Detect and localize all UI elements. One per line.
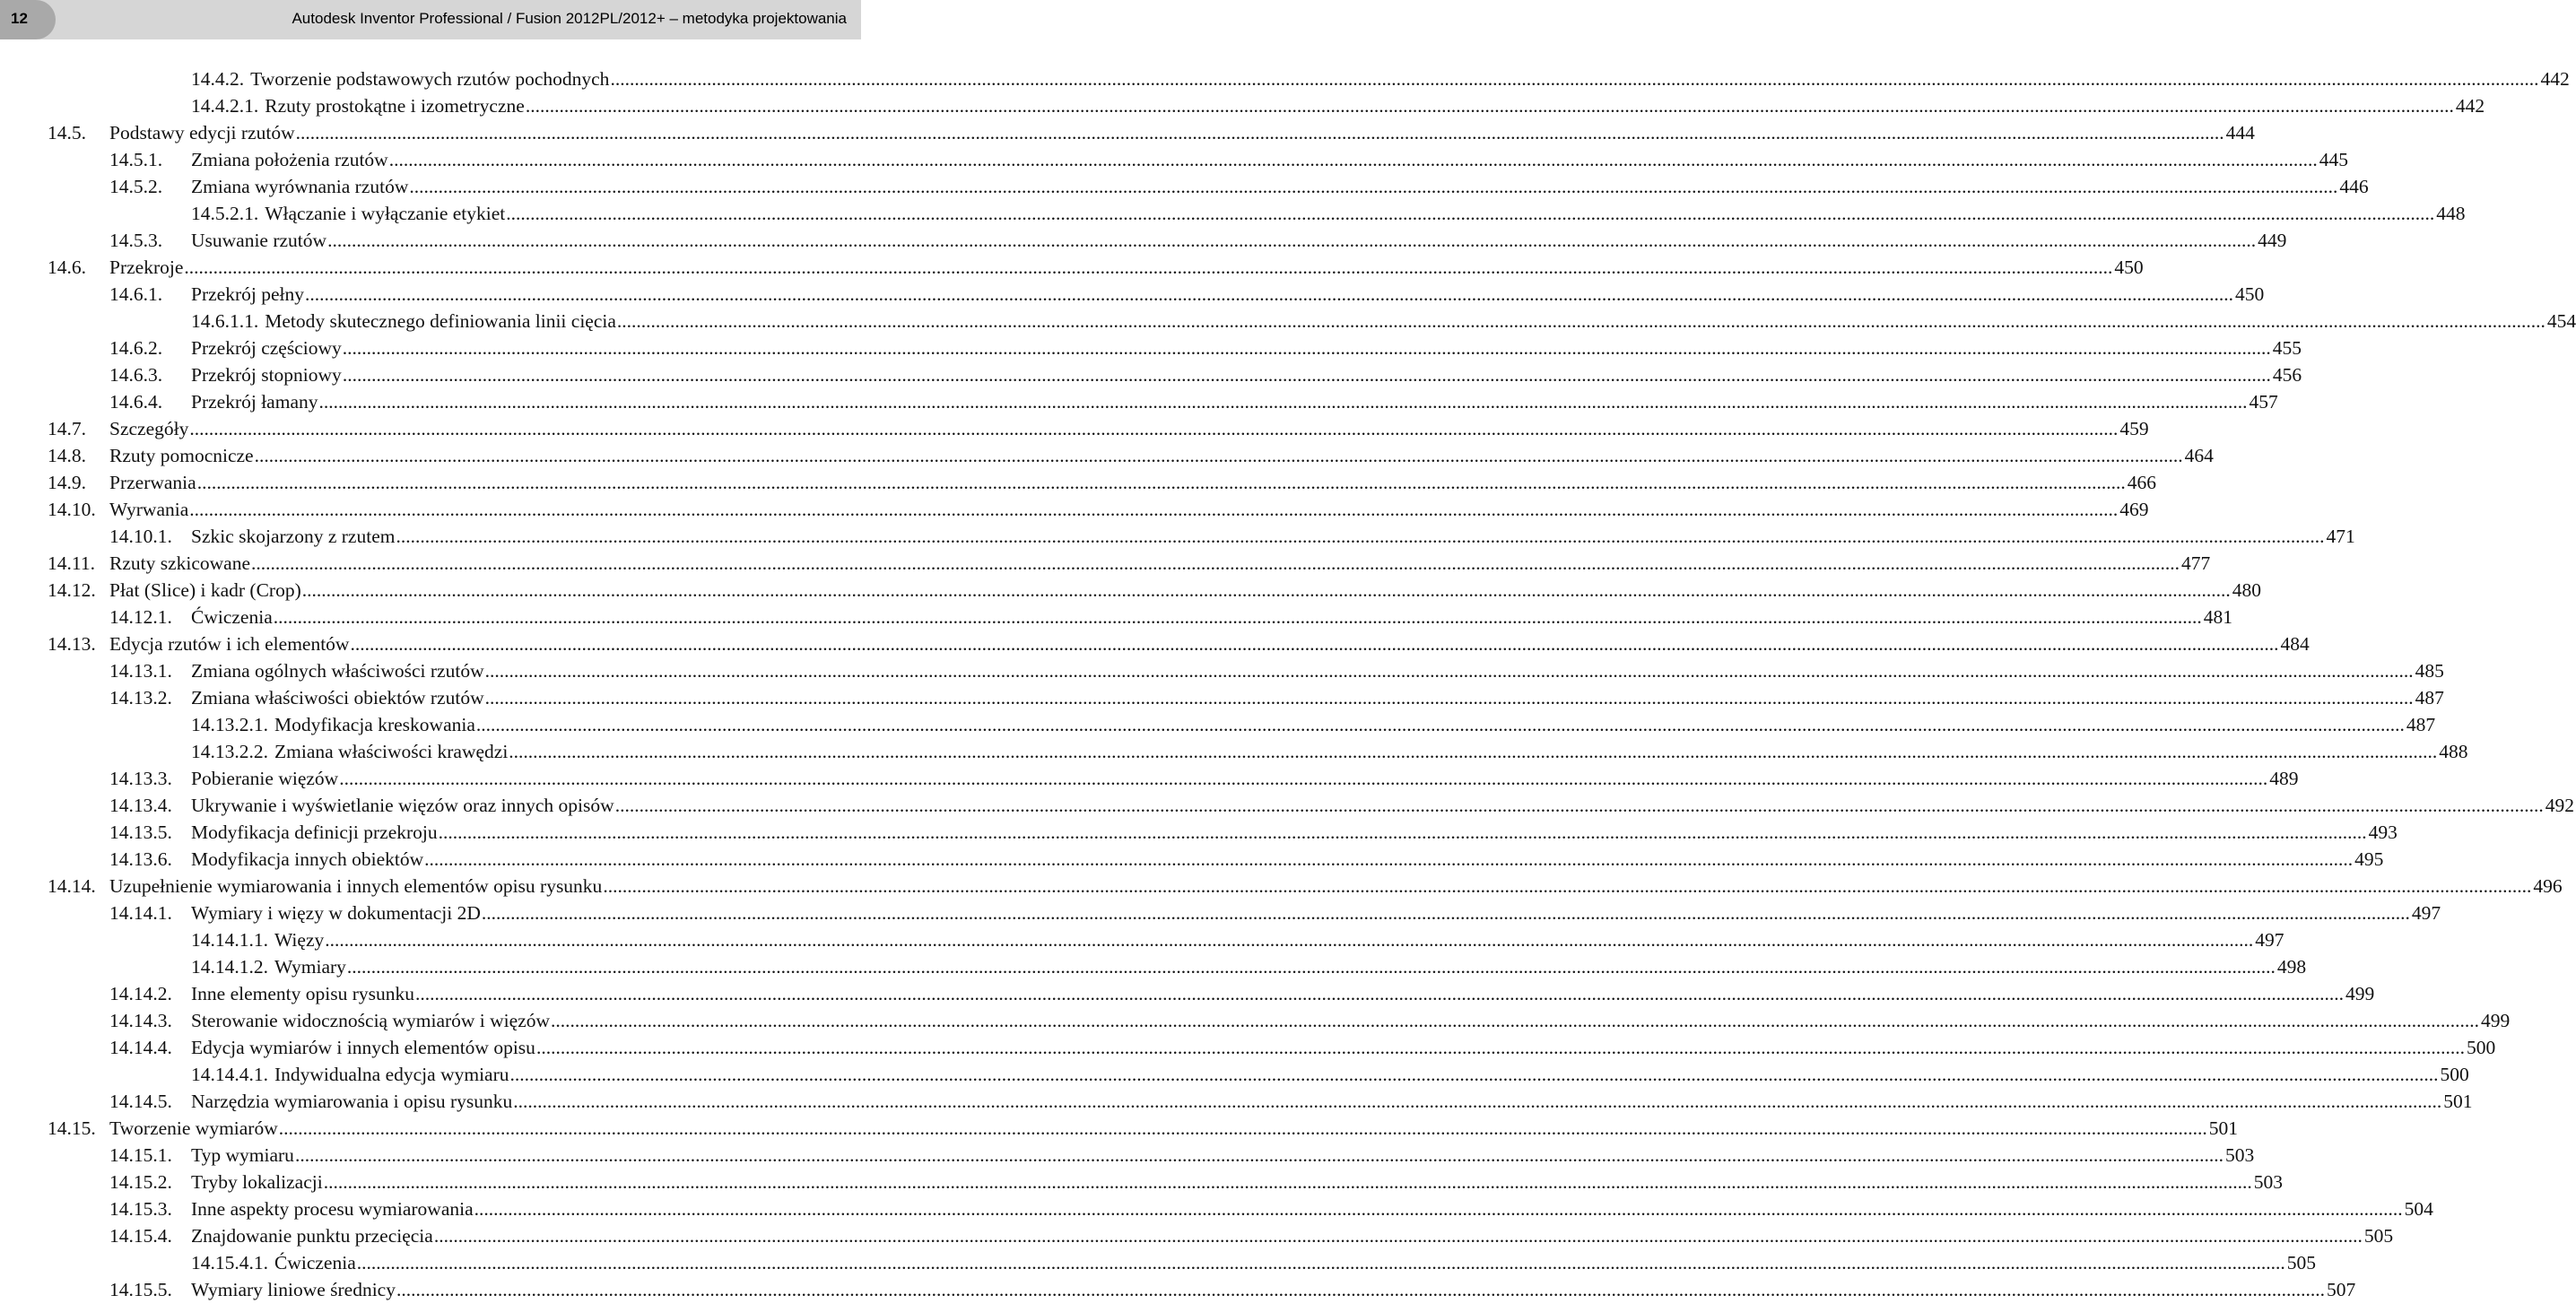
toc-entry-title: Zmiana właściwości krawędzi xyxy=(274,741,509,762)
toc-entry[interactable] xyxy=(48,442,2214,469)
toc-dot-leader: ................................................................................................................................................................................................................................................................................................................................................................................................................ xyxy=(475,714,2405,735)
toc-entry-title: Rzuty prostokątne i izometryczne xyxy=(265,95,525,117)
toc-entry[interactable] xyxy=(109,846,2384,873)
toc-entry-page: 501 xyxy=(2443,1091,2473,1112)
toc-entry-number: 14.5. xyxy=(48,122,86,143)
toc-dot-leader: ................................................................................................................................................................................................................................................................................................................................................................................................................ xyxy=(184,256,2113,278)
toc-entry[interactable] xyxy=(109,361,2302,388)
toc-entry-page: 449 xyxy=(2258,230,2287,251)
toc-entry[interactable] xyxy=(191,953,2307,980)
toc-entry-page: 500 xyxy=(2466,1037,2496,1058)
toc-entry-number: 14.12. xyxy=(48,579,96,601)
toc-entry-number: 14.15.4. xyxy=(109,1225,172,1247)
toc-dot-leader: ................................................................................................................................................................................................................................................................................................................................................................................................................ xyxy=(342,364,2271,386)
toc-entry-title: Wymiary liniowe średnicy xyxy=(191,1279,396,1300)
toc-entry-number: 14.13.6. xyxy=(109,848,172,870)
toc-entry[interactable] xyxy=(109,1195,2433,1222)
toc-dot-leader: ................................................................................................................................................................................................................................................................................................................................................................................................................ xyxy=(481,902,2410,924)
toc-entry-title: Modyfikacja innych obiektów xyxy=(191,848,424,870)
toc-entry-title: Wymiary xyxy=(274,956,346,978)
toc-entry-number: 14.15.1. xyxy=(109,1144,172,1166)
toc-entry-page: 498 xyxy=(2276,956,2307,978)
toc-dot-leader: ................................................................................................................................................................................................................................................................................................................................................................................................................ xyxy=(339,768,2268,789)
toc-entry[interactable] xyxy=(191,65,2570,92)
toc-dot-leader: ................................................................................................................................................................................................................................................................................................................................................................................................................ xyxy=(318,391,2248,413)
page-number: 12 xyxy=(11,10,28,27)
toc-entry-title: Szkic skojarzony z rzutem xyxy=(191,526,396,547)
toc-entry-number: 14.13. xyxy=(48,633,96,655)
toc-entry[interactable] xyxy=(191,1061,2469,1088)
toc-entry-page: 492 xyxy=(2545,795,2574,816)
toc-entry[interactable] xyxy=(191,308,2576,335)
toc-entry-title: Więzy xyxy=(274,929,325,951)
toc-dot-leader: ................................................................................................................................................................................................................................................................................................................................................................................................................ xyxy=(509,741,2438,762)
toc-entry[interactable] xyxy=(109,335,2302,361)
toc-entry-title: Usuwanie rzutów xyxy=(191,230,327,251)
toc-dot-leader: ................................................................................................................................................................................................................................................................................................................................................................................................................ xyxy=(616,310,2546,332)
toc-entry-page: 487 xyxy=(2415,687,2444,709)
toc-dot-leader: ................................................................................................................................................................................................................................................................................................................................................................................................................ xyxy=(196,472,2126,493)
toc-entry-title: Przekrój stopniowy xyxy=(191,364,342,386)
toc-entry[interactable] xyxy=(48,577,2262,604)
toc-dot-leader: ................................................................................................................................................................................................................................................................................................................................................................................................................ xyxy=(278,1117,2207,1139)
toc-entry[interactable] xyxy=(109,523,2355,550)
toc-entry[interactable] xyxy=(109,1222,2394,1249)
toc-entry-page: 489 xyxy=(2269,768,2299,789)
toc-entry-page: 455 xyxy=(2272,337,2302,359)
toc-entry-page: 500 xyxy=(2440,1064,2469,1085)
toc-entry-number: 14.5.3. xyxy=(109,230,163,251)
toc-entry-title: Przekroje xyxy=(109,256,184,278)
toc-entry-title: Pobieranie więzów xyxy=(191,768,339,789)
toc-entry-title: Tryby lokalizacji xyxy=(191,1171,323,1193)
toc-dot-leader: ................................................................................................................................................................................................................................................................................................................................................................................................................ xyxy=(346,956,2276,978)
toc-entry-number: 14.4.2.1. xyxy=(191,95,259,117)
toc-entry-page: 477 xyxy=(2181,552,2211,574)
toc-entry-title: Indywidualna edycja wymiaru xyxy=(274,1064,509,1085)
toc-entry-number: 14.8. xyxy=(48,445,86,466)
toc-dot-leader: ................................................................................................................................................................................................................................................................................................................................................................................................................ xyxy=(509,1064,2439,1085)
toc-entry-number: 14.15.2. xyxy=(109,1171,172,1193)
toc-entry-number: 14.6.1. xyxy=(109,283,163,305)
toc-entry[interactable] xyxy=(191,711,2436,738)
toc-dot-leader: ................................................................................................................................................................................................................................................................................................................................................................................................................ xyxy=(189,499,2119,520)
toc-entry-title: Tworzenie podstawowych rzutów pochodnych xyxy=(250,68,610,90)
toc-entry-title: Przekrój pełny xyxy=(191,283,304,305)
toc-dot-leader: ................................................................................................................................................................................................................................................................................................................................................................................................................ xyxy=(342,337,2271,359)
toc-entry-page: 445 xyxy=(2319,149,2348,170)
toc-entry-title: Zmiana wyrównania rzutów xyxy=(191,176,409,197)
toc-entry-page: 469 xyxy=(2119,499,2149,520)
toc-entry-title: Rzuty szkicowane xyxy=(109,552,251,574)
toc-entry-title: Zmiana położenia rzutów xyxy=(191,149,388,170)
toc-entry-title: Wyrwania xyxy=(109,499,189,520)
toc-entry-page: 505 xyxy=(2363,1225,2394,1247)
toc-entry-number: 14.13.1. xyxy=(109,660,172,682)
toc-entry-number: 14.13.2. xyxy=(109,687,172,709)
toc-dot-leader: ................................................................................................................................................................................................................................................................................................................................................................................................................ xyxy=(433,1225,2363,1247)
toc-entry[interactable] xyxy=(109,1088,2473,1115)
toc-entry-number: 14.14.1.1. xyxy=(191,929,268,951)
toc-entry-page: 487 xyxy=(2406,714,2436,735)
toc-dot-leader: ................................................................................................................................................................................................................................................................................................................................................................................................................ xyxy=(409,176,2338,197)
toc-dot-leader: ................................................................................................................................................................................................................................................................................................................................................................................................................ xyxy=(610,68,2539,90)
toc-entry-page: 484 xyxy=(2280,633,2310,655)
toc-entry-number: 14.7. xyxy=(48,418,86,439)
toc-entry-page: 503 xyxy=(2253,1171,2283,1193)
toc-entry-page: 499 xyxy=(2481,1010,2511,1031)
toc-dot-leader: ................................................................................................................................................................................................................................................................................................................................................................................................................ xyxy=(614,795,2544,816)
toc-entry-title: Modyfikacja definicji przekroju xyxy=(191,822,438,843)
toc-entry-page: 456 xyxy=(2272,364,2302,386)
toc-dot-leader: ................................................................................................................................................................................................................................................................................................................................................................................................................ xyxy=(323,1171,2252,1193)
toc-dot-leader: ................................................................................................................................................................................................................................................................................................................................................................................................................ xyxy=(294,1144,2224,1166)
toc-entry[interactable] xyxy=(109,765,2299,792)
toc-entry[interactable] xyxy=(109,819,2398,846)
toc-entry-title: Rzuty pomocnicze xyxy=(109,445,254,466)
toc-entry-page: 496 xyxy=(2533,875,2563,897)
toc-entry-page: 488 xyxy=(2439,741,2468,762)
toc-entry-number: 14.15.4.1. xyxy=(191,1252,268,1274)
page-header xyxy=(0,0,861,39)
toc-entry-title: Wymiary i więzy w dokumentacji 2D xyxy=(191,902,481,924)
toc-entry-page: 481 xyxy=(2203,606,2232,628)
toc-entry[interactable] xyxy=(109,1034,2496,1061)
toc-entry-page: 459 xyxy=(2119,418,2149,439)
toc-entry-title: Szczegóły xyxy=(109,418,189,439)
toc-entry[interactable] xyxy=(191,1249,2316,1276)
toc-entry-title: Edycja rzutów i ich elementów xyxy=(109,633,350,655)
toc-entry-page: 499 xyxy=(2345,983,2375,1004)
toc-dot-leader: ................................................................................................................................................................................................................................................................................................................................................................................................................ xyxy=(301,579,2231,601)
toc-entry-number: 14.13.3. xyxy=(109,768,172,789)
toc-dot-leader: ................................................................................................................................................................................................................................................................................................................................................................................................................ xyxy=(415,983,2344,1004)
toc-dot-leader: ................................................................................................................................................................................................................................................................................................................................................................................................................ xyxy=(474,1198,2403,1220)
toc-dot-leader: ................................................................................................................................................................................................................................................................................................................................................................................................................ xyxy=(327,230,2257,251)
toc-entry-title: Przekrój częściowy xyxy=(191,337,342,359)
toc-entry-number: 14.5.2.1. xyxy=(191,203,259,224)
toc-entry-title: Sterowanie widocznością wymiarów i więzów xyxy=(191,1010,551,1031)
toc-entry-number: 14.14.4.1. xyxy=(191,1064,268,1085)
toc-entry-number: 14.14.1.2. xyxy=(191,956,268,978)
toc-entry-number: 14.13.2.1. xyxy=(191,714,268,735)
toc-dot-leader: ................................................................................................................................................................................................................................................................................................................................................................................................................ xyxy=(396,1279,2325,1300)
toc-entry[interactable] xyxy=(109,657,2444,684)
toc-entry-page: 480 xyxy=(2232,579,2262,601)
toc-dot-leader: ................................................................................................................................................................................................................................................................................................................................................................................................................ xyxy=(603,875,2532,897)
toc-entry[interactable] xyxy=(48,630,2310,657)
toc-entry-title: Inne elementy opisu rysunku xyxy=(191,983,414,1004)
toc-entry[interactable] xyxy=(109,684,2444,711)
toc-entry-page: 497 xyxy=(2255,929,2284,951)
toc-entry[interactable] xyxy=(48,469,2156,496)
toc-entry-page: 446 xyxy=(2339,176,2369,197)
toc-entry-title: Narzędzia wymiarowania i opisu rysunku xyxy=(191,1091,513,1112)
toc-entry[interactable] xyxy=(109,900,2441,926)
toc-dot-leader: ................................................................................................................................................................................................................................................................................................................................................................................................................ xyxy=(273,606,2202,628)
toc-dot-leader: ................................................................................................................................................................................................................................................................................................................................................................................................................ xyxy=(396,526,2325,547)
toc-entry-page: 464 xyxy=(2184,445,2214,466)
toc-entry-number: 14.6.4. xyxy=(109,391,163,413)
toc-entry-number: 14.14.1. xyxy=(109,902,172,924)
toc-entry[interactable] xyxy=(109,281,2265,308)
toc-entry[interactable] xyxy=(109,1142,2255,1169)
toc-entry-number: 14.4.2. xyxy=(191,68,245,90)
toc-entry-title: Typ wymiaru xyxy=(191,1144,294,1166)
toc-entry-title: Edycja wymiarów i innych elementów opisu xyxy=(191,1037,535,1058)
toc-entry-number: 14.6.2. xyxy=(109,337,163,359)
toc-dot-leader: ................................................................................................................................................................................................................................................................................................................................................................................................................ xyxy=(551,1010,2480,1031)
toc-entry-number: 14.14.4. xyxy=(109,1037,172,1058)
toc-dot-leader: ................................................................................................................................................................................................................................................................................................................................................................................................................ xyxy=(535,1037,2465,1058)
toc-entry-page: 466 xyxy=(2127,472,2156,493)
toc-entry-title: Zmiana właściwości obiektów rzutów xyxy=(191,687,484,709)
toc-entry[interactable] xyxy=(109,146,2348,173)
toc-entry-page: 503 xyxy=(2224,1144,2255,1166)
toc-entry-title: Ukrywanie i wyświetlanie więzów oraz innych opisów xyxy=(191,795,614,816)
toc-entry-number: 14.11. xyxy=(48,552,95,574)
toc-entry-title: Uzupełnienie wymiarowania i innych elementów opisu rysunku xyxy=(109,875,603,897)
toc-entry-number: 14.5.1. xyxy=(109,149,163,170)
toc-entry-page: 450 xyxy=(2114,256,2144,278)
toc-entry[interactable] xyxy=(191,200,2466,227)
toc-entry-number: 14.14.2. xyxy=(109,983,172,1004)
toc-entry-number: 14.5.2. xyxy=(109,176,163,197)
toc-entry-page: 457 xyxy=(2249,391,2278,413)
toc-entry-title: Przerwania xyxy=(109,472,196,493)
toc-entry-title: Tworzenie wymiarów xyxy=(109,1117,278,1139)
toc-entry[interactable] xyxy=(48,415,2149,442)
toc-dot-leader: ................................................................................................................................................................................................................................................................................................................................................................................................................ xyxy=(513,1091,2442,1112)
toc-dot-leader: ................................................................................................................................................................................................................................................................................................................................................................................................................ xyxy=(295,122,2224,143)
toc-entry-title: Modyfikacja kreskowania xyxy=(274,714,475,735)
toc-dot-leader: ................................................................................................................................................................................................................................................................................................................................................................................................................ xyxy=(484,660,2414,682)
toc-entry[interactable] xyxy=(48,496,2149,523)
toc-entry-number: 14.15. xyxy=(48,1117,96,1139)
toc-dot-leader: ................................................................................................................................................................................................................................................................................................................................................................................................................ xyxy=(484,687,2414,709)
toc-entry[interactable] xyxy=(109,1007,2511,1034)
toc-entry[interactable] xyxy=(109,792,2574,819)
toc-entry-number: 14.6. xyxy=(48,256,86,278)
toc-dot-leader: ................................................................................................................................................................................................................................................................................................................................................................................................................ xyxy=(304,283,2233,305)
toc-entry-number: 14.14. xyxy=(48,875,96,897)
toc-dot-leader: ................................................................................................................................................................................................................................................................................................................................................................................................................ xyxy=(424,848,2354,870)
toc-entry-page: 450 xyxy=(2234,283,2265,305)
toc-entry-title: Ćwiczenia xyxy=(191,606,273,628)
toc-entry[interactable] xyxy=(191,92,2485,119)
toc-dot-leader: ................................................................................................................................................................................................................................................................................................................................................................................................................ xyxy=(325,929,2254,951)
toc-dot-leader: ................................................................................................................................................................................................................................................................................................................................................................................................................ xyxy=(388,149,2318,170)
running-title: Autodesk Inventor Professional / Fusion 2012PL/2012+ – metodyka projektowania xyxy=(292,10,847,27)
toc-entry[interactable] xyxy=(48,873,2563,900)
toc-entry-title: Płat (Slice) i kadr (Crop) xyxy=(109,579,301,601)
toc-entry[interactable] xyxy=(48,119,2255,146)
toc-dot-leader: ................................................................................................................................................................................................................................................................................................................................................................................................................ xyxy=(251,552,2180,574)
toc-entry-page: 505 xyxy=(2286,1252,2316,1274)
toc-entry-page: 504 xyxy=(2404,1198,2433,1220)
toc-entry-number: 14.9. xyxy=(48,472,86,493)
toc-entry[interactable] xyxy=(109,173,2369,200)
toc-entry-number: 14.10.1. xyxy=(109,526,172,547)
toc-entry-page: 493 xyxy=(2368,822,2398,843)
toc-entry-page: 495 xyxy=(2354,848,2384,870)
toc-entry-number: 14.13.4. xyxy=(109,795,172,816)
toc-entry-number: 14.6.3. xyxy=(109,364,163,386)
toc-entry[interactable] xyxy=(48,550,2211,577)
toc-dot-leader: ................................................................................................................................................................................................................................................................................................................................................................................................................ xyxy=(438,822,2367,843)
toc-entry[interactable] xyxy=(109,227,2287,254)
toc-entry-number: 14.13.2.2. xyxy=(191,741,268,762)
toc-entry-title: Zmiana ogólnych właściwości rzutów xyxy=(191,660,484,682)
toc-entry-page: 471 xyxy=(2326,526,2355,547)
toc-dot-leader: ................................................................................................................................................................................................................................................................................................................................................................................................................ xyxy=(525,95,2454,117)
toc-dot-leader: ................................................................................................................................................................................................................................................................................................................................................................................................................ xyxy=(189,418,2119,439)
toc-entry-title: Ćwiczenia xyxy=(274,1252,356,1274)
toc-entry-number: 14.13.5. xyxy=(109,822,172,843)
toc-entry[interactable] xyxy=(109,604,2232,630)
toc-entry-number: 14.6.1.1. xyxy=(191,310,259,332)
toc-entry-title: Metody skutecznego definiowania linii cięcia xyxy=(265,310,616,332)
toc-entry[interactable] xyxy=(48,254,2144,281)
toc-dot-leader: ................................................................................................................................................................................................................................................................................................................................................................................................................ xyxy=(254,445,2183,466)
toc-entry-number: 14.10. xyxy=(48,499,96,520)
toc-entry[interactable] xyxy=(109,388,2278,415)
page-number-tab xyxy=(0,0,56,39)
toc-entry-page: 442 xyxy=(2455,95,2485,117)
toc-entry[interactable] xyxy=(191,926,2284,953)
toc-entry-page: 448 xyxy=(2436,203,2466,224)
toc-entry-title: Przekrój łamany xyxy=(191,391,318,413)
toc-entry-number: 14.14.3. xyxy=(109,1010,172,1031)
toc-entry-number: 14.15.3. xyxy=(109,1198,172,1220)
toc-entry-page: 454 xyxy=(2546,310,2576,332)
toc-dot-leader: ................................................................................................................................................................................................................................................................................................................................................................................................................ xyxy=(356,1252,2285,1274)
toc-entry[interactable] xyxy=(109,980,2375,1007)
toc-entry-page: 507 xyxy=(2326,1279,2356,1300)
toc-entry-title: Włączanie i wyłączanie etykiet xyxy=(265,203,506,224)
toc-entry-page: 444 xyxy=(2225,122,2255,143)
toc-entry-number: 14.15.5. xyxy=(109,1279,172,1300)
toc-entry-page: 497 xyxy=(2411,902,2441,924)
toc-entry-page: 442 xyxy=(2540,68,2570,90)
toc-entry-title: Inne aspekty procesu wymiarowania xyxy=(191,1198,474,1220)
toc-entry[interactable] xyxy=(109,1169,2283,1195)
toc-dot-leader: ................................................................................................................................................................................................................................................................................................................................................................................................................ xyxy=(506,203,2435,224)
toc-entry-title: Podstawy edycji rzutów xyxy=(109,122,295,143)
toc-entry-number: 14.14.5. xyxy=(109,1091,172,1112)
toc-entry-number: 14.12.1. xyxy=(109,606,172,628)
toc-entry-page: 485 xyxy=(2415,660,2444,682)
toc-entry[interactable] xyxy=(191,738,2468,765)
toc-entry-title: Znajdowanie punktu przecięcia xyxy=(191,1225,433,1247)
toc-dot-leader: ................................................................................................................................................................................................................................................................................................................................................................................................................ xyxy=(350,633,2279,655)
toc-entry-page: 501 xyxy=(2208,1117,2238,1139)
toc-entry[interactable] xyxy=(48,1115,2238,1142)
toc-entry[interactable] xyxy=(109,1276,2356,1303)
